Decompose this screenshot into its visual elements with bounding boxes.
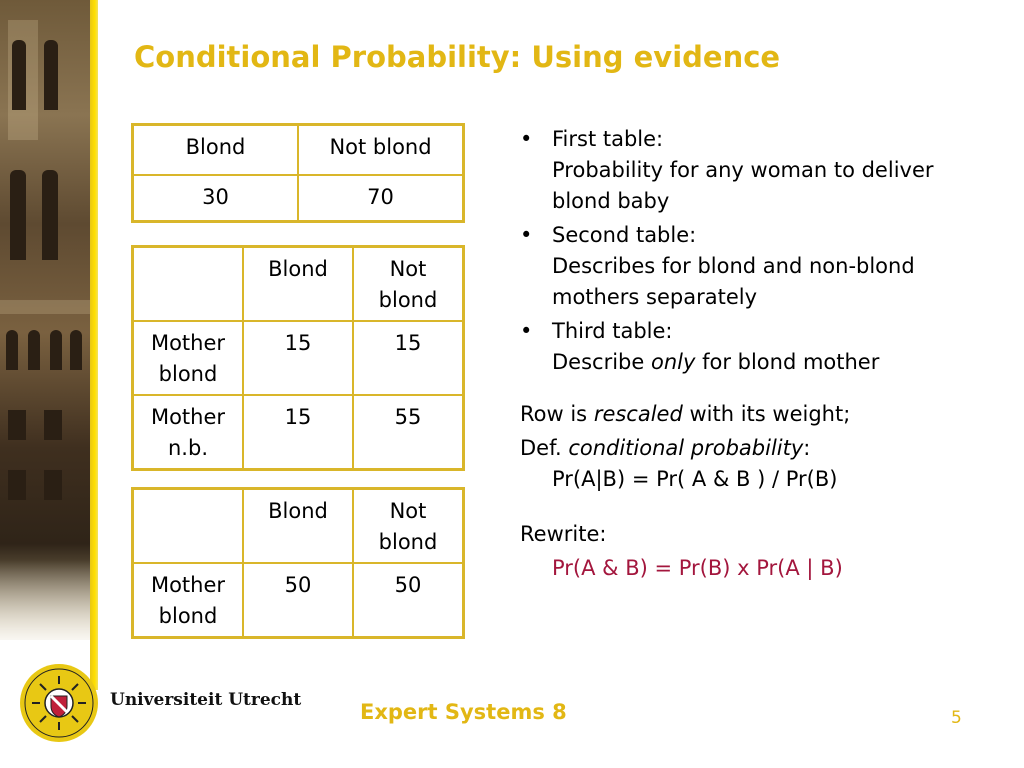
table-cell: 15 [243,321,353,395]
bullet-item [520,220,990,313]
text-fragment: for blond mother [695,350,880,374]
rescale-note [520,399,990,430]
text-fragment: with its weight; [682,402,851,426]
page-number: 5 [951,708,962,728]
table-row [133,563,464,638]
table-row [133,175,464,222]
slide-body [520,124,990,584]
definition-line [520,433,990,464]
university-seal-logo [18,662,100,744]
footer-course-title: Expert Systems 8 [360,700,567,724]
table-cell: 55 [353,395,464,470]
table-header-cell: Not blond [298,125,464,176]
table-row-label: Mother blond [133,563,244,638]
table-header-cell: Blond [243,489,353,564]
table-row-label: Mother blond [133,321,244,395]
bullet-item [520,124,990,217]
bullet-icon: • [520,223,533,247]
bullet-text [552,316,879,378]
bullet-heading: Second table: [552,223,697,247]
bullet-item [520,316,990,378]
bullet-text [552,220,990,313]
table-cell: 50 [353,563,464,638]
table-overall-probability [131,123,465,223]
bullet-text [552,124,990,217]
definition-formula: Pr(A|B) = Pr( A & B ) / Pr(B) [552,467,838,491]
table-cell: 15 [243,395,353,470]
photo-fade [0,560,90,650]
table-header-cell [133,247,244,322]
emphasis-text: only [650,350,696,374]
emphasis-text: rescaled [593,402,683,426]
bullet-description [552,350,879,374]
university-name: Universiteit Utrecht [110,690,302,710]
table-header-cell: Blond [243,247,353,322]
table-header-row [133,125,464,176]
bullet-icon: • [520,319,533,343]
table-header-row [133,489,464,564]
bullet-icon: • [520,127,533,151]
bullet-description: Describes for blond and non-blond mothers separately [552,254,915,309]
rewrite-formula: Pr(A & B) = Pr(B) x Pr(A | B) [552,556,843,580]
table-cell: 70 [298,175,464,222]
table-row-label: Mother n.b. [133,395,244,470]
slide-title: Conditional Probability: Using evidence [134,40,781,74]
bullet-description: Probability for any woman to deliver blond baby [552,158,934,213]
cathedral-tower-photo [0,0,90,640]
table-row [133,395,464,470]
table-cell: 15 [353,321,464,395]
table-header-cell: Not blond [353,247,464,322]
emphasis-text: conditional probability [568,436,804,460]
text-fragment: : [803,436,811,460]
gold-divider-bar [90,0,98,690]
bullet-heading: First table: [552,127,664,151]
text-fragment: Row is [520,402,594,426]
table-header-cell: Not blond [353,489,464,564]
table-header-row [133,247,464,322]
rewrite-label: Rewrite: [520,522,607,546]
table-header-cell: Blond [133,125,299,176]
table-cell: 50 [243,563,353,638]
table-header-cell [133,489,244,564]
text-fragment: Def. [520,436,569,460]
table-cell: 30 [133,175,299,222]
text-fragment: Describe [552,350,651,374]
table-row [133,321,464,395]
table-blond-mother-only [131,487,465,639]
table-by-mother [131,245,465,471]
bullet-heading: Third table: [552,319,673,343]
